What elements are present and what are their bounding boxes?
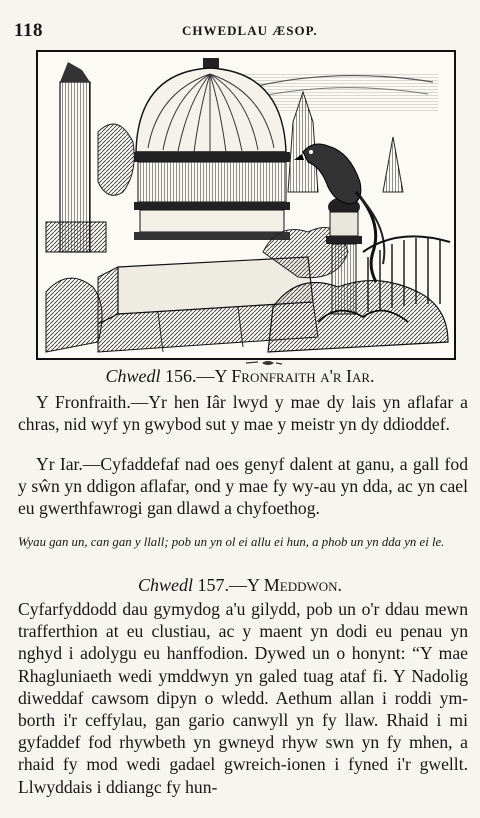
fable-label: Chwedl <box>105 366 161 386</box>
fable-number: 156. <box>164 366 197 386</box>
heading-dash: — <box>228 575 247 595</box>
fable-156-moral: Wyau gan un, can gan y llall; pob un yn ol ei allu ei hun, a phob un yn dda yn ei le. <box>18 535 445 549</box>
fable-title: Y Fronfraith a'r Iar. <box>214 366 375 386</box>
page-number: 118 <box>14 20 43 41</box>
pavilion-parrot-engraving <box>38 52 454 358</box>
fable-157-paragraph-1: Cyfarfyddodd dau gymydog a'u gilydd, pob un o'r ddau mewn trafferthion at eu clustiau, ac y maent yn dodi eu penau yn nghyd i adolygu eu hanffodion. Dywed un o honynt: “Y mae Rhagluniaeth wedi ymddwyn yn galed tuag ataf fi. Y Nadolig diweddaf cawsom dipyn o wledd. Aethum allan i roddi ym-borth i'r ceffylau, gan gario canwyll yn fy llaw. Rhaid i mi gyfaddef fod rhywbeth yn gwneyd rhyw swn yn fy mhen, a rhaid fy mod wedi gadael gwreich-ionen i fyned i'r gwellt. Llwyddais i ddiangc fy hun- <box>18 599 468 797</box>
fable-156-paragraph-1: Y Fronfraith.—Yr hen Iâr lwyd y mae dy lais yn aflafar a chras, nid wyf yn gwybod sut y mae y meistr yn dy ddioddef. <box>18 392 468 435</box>
engraving-illustration <box>36 50 456 360</box>
fable-156-heading <box>0 366 480 387</box>
fable-156-paragraph-2: Yr Iar.—Cyfaddefaf nad oes genyf dalent at ganu, a gall fod y sŵn yn ddigon aflafar, ond y mae fy wy-au yn dda, ac yn cael eu gwerthfawrogi gan dlawd a chyfoethog. <box>18 454 468 519</box>
running-head <box>14 20 466 42</box>
fable-157-heading <box>0 575 480 596</box>
fable-title: Y Meddwon. <box>246 575 343 595</box>
fable-label: Chwedl <box>137 575 193 595</box>
heading-dash: — <box>196 366 215 386</box>
fable-number: 157. <box>197 575 229 595</box>
running-title: CHWEDLAU ÆSOP. <box>182 23 318 38</box>
